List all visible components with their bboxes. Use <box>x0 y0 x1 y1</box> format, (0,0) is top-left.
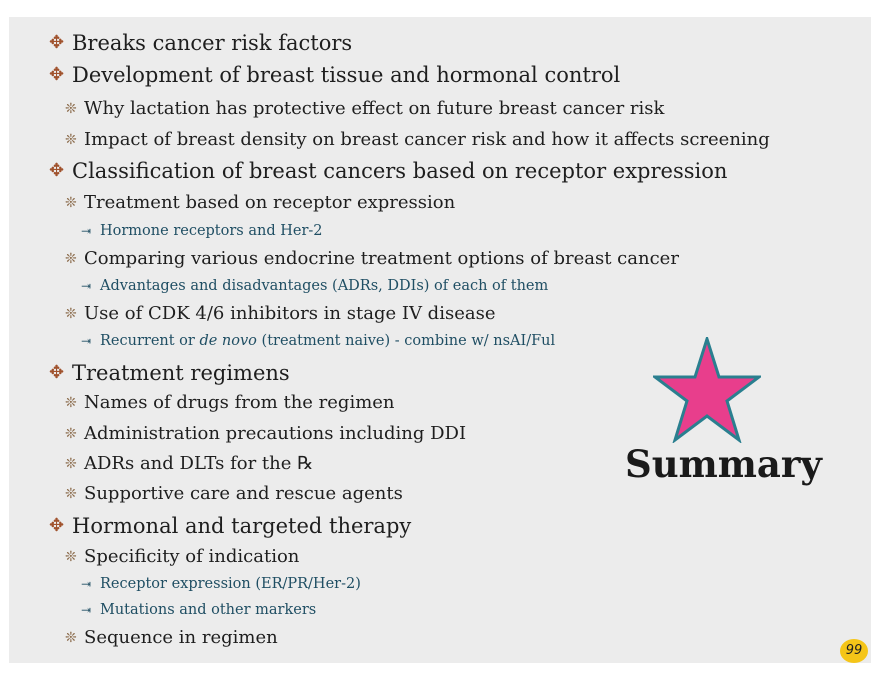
bullet-icon: ❊ <box>65 549 77 565</box>
bullet-icon: ❊ <box>65 426 77 442</box>
bullet-icon: ❊ <box>65 486 77 502</box>
outline-item-italic: de novo <box>199 333 257 349</box>
bullet-icon: ✥ <box>49 32 65 53</box>
outline-item-level2 <box>65 548 299 566</box>
outline-item-level1 <box>49 65 620 86</box>
bullet-icon: ⇥ <box>81 334 92 348</box>
outline-item-level2 <box>65 131 770 149</box>
outline-item-level3 <box>81 224 323 239</box>
outline-item-level2 <box>65 250 679 268</box>
outline-item-level2 <box>65 394 395 412</box>
outline-item-text: Mutations and other markers <box>100 602 317 618</box>
star-icon <box>653 337 761 443</box>
summary-label: Summary <box>625 442 822 486</box>
outline-item-level3 <box>81 279 548 294</box>
bullet-icon: ❊ <box>65 456 77 472</box>
bullet-icon: ❊ <box>65 132 77 148</box>
bullet-icon: ✥ <box>49 64 65 85</box>
bullet-icon: ❊ <box>65 101 77 117</box>
outline-item-text: Impact of breast density on breast cancer risk and how it affects screening <box>84 129 770 150</box>
outline-item-level1 <box>49 161 727 182</box>
outline-item-text: Why lactation has protective effect on future breast cancer risk <box>84 98 665 119</box>
outline-item-text-after: (treatment naive) - combine w/ nsAI/Ful <box>256 333 556 349</box>
outline-item-text: Use of CDK 4/6 inhibitors in stage IV disease <box>84 303 496 324</box>
outline-item-text: Receptor expression (ER/PR/Her-2) <box>100 576 361 592</box>
bullet-icon: ✥ <box>49 362 65 383</box>
outline-item-text: Sequence in regimen <box>84 627 278 648</box>
bullet-icon: ✥ <box>49 160 65 181</box>
outline-item-level2 <box>65 305 495 323</box>
bullet-icon: ⇥ <box>81 279 92 293</box>
bullet-icon: ⇥ <box>81 603 92 617</box>
outline-item-text: Comparing various endocrine treatment options of breast cancer <box>84 248 679 269</box>
outline-item-level3 <box>81 334 555 349</box>
bullet-icon: ✥ <box>49 515 65 536</box>
outline-item-level2 <box>65 194 455 212</box>
outline-item-level1 <box>49 33 352 54</box>
outline-item-level2 <box>65 425 466 443</box>
outline-item-level1 <box>49 363 290 384</box>
bullet-icon: ❊ <box>65 630 77 646</box>
outline-item-text: Treatment based on receptor expression <box>84 192 456 213</box>
outline-item-text: Hormone receptors and Her-2 <box>100 223 323 239</box>
outline-item-text: Names of drugs from the regimen <box>84 392 395 413</box>
outline-item-level2 <box>65 629 278 647</box>
bullet-icon: ❊ <box>65 306 77 322</box>
bullet-icon: ❊ <box>65 195 77 211</box>
bullet-icon: ❊ <box>65 395 77 411</box>
outline-item-level3 <box>81 603 316 618</box>
outline-item-text: Hormonal and targeted therapy <box>72 514 412 538</box>
outline-item-level3 <box>81 577 361 592</box>
outline-item-text: Administration precautions including DDI <box>84 423 467 444</box>
outline-item-level2 <box>65 485 403 503</box>
outline-item-level2 <box>65 100 664 118</box>
outline-item-level1 <box>49 516 411 537</box>
outline-item-text: Supportive care and rescue agents <box>84 483 403 504</box>
outline-item-text: Treatment regimens <box>72 361 290 385</box>
slide <box>9 17 871 663</box>
outline-item-text: Specificity of indication <box>84 546 300 567</box>
bullet-icon: ⇥ <box>81 577 92 591</box>
outline-item-text: Advantages and disadvantages (ADRs, DDIs) of each of them <box>100 278 549 294</box>
bullet-icon: ⇥ <box>81 224 92 238</box>
outline-item-text: Development of breast tissue and hormonal control <box>72 63 621 87</box>
outline-item-level2 <box>65 455 313 473</box>
outline-item-text: Classification of breast cancers based on receptor expression <box>72 159 728 183</box>
outline-item-text: ADRs and DLTs for the ℞ <box>84 453 314 474</box>
outline-item-text: Breaks cancer risk factors <box>72 31 353 55</box>
star-shape <box>655 339 759 440</box>
outline-item-text: Recurrent or <box>100 333 200 349</box>
page-number-badge: 99 <box>840 639 868 663</box>
bullet-icon: ❊ <box>65 251 77 267</box>
